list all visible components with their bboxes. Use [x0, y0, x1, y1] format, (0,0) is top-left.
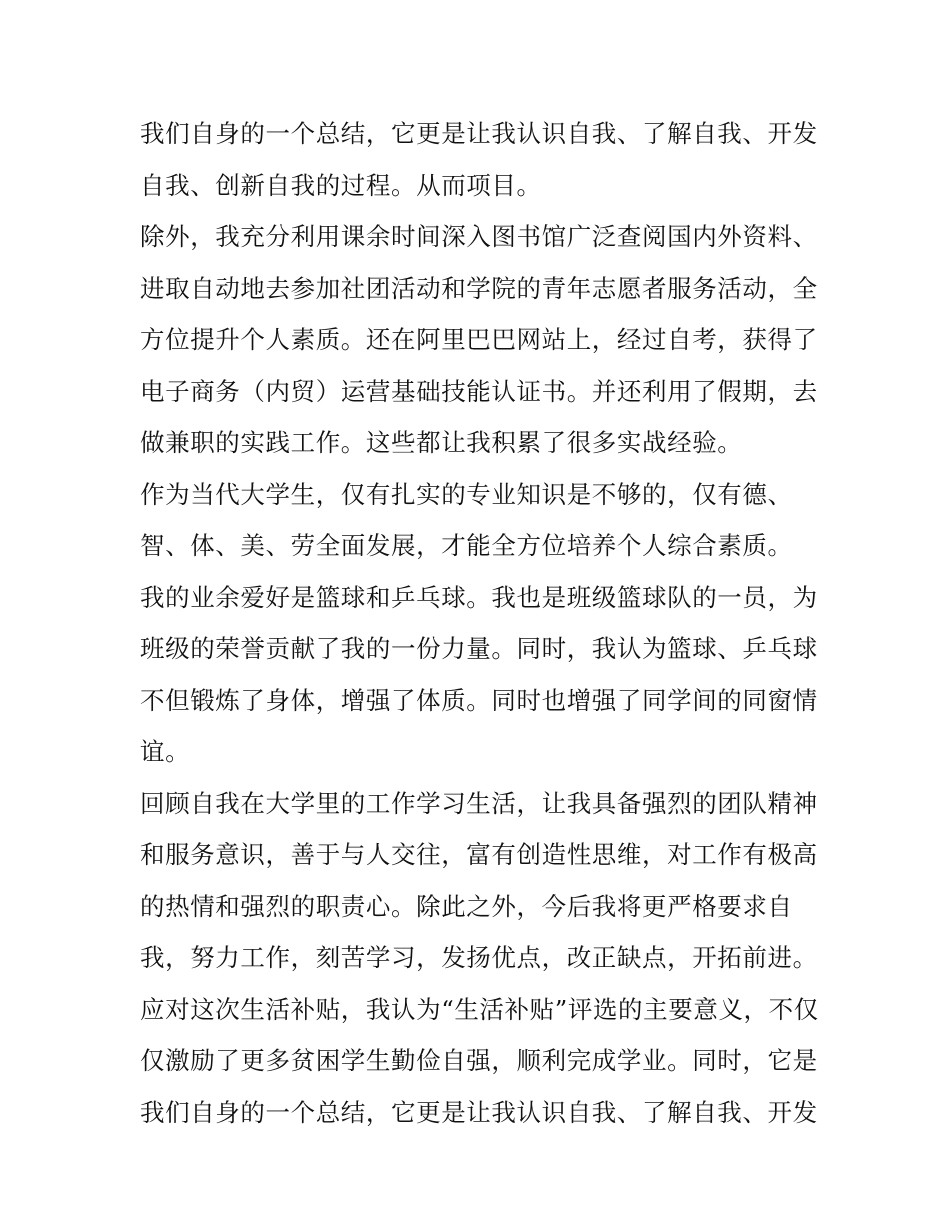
document-body [140, 108, 820, 1138]
text-line: 电子商务（内贸）运营基础技能认证书。并还利用了假期，去 [140, 376, 818, 406]
text-line: 进取自动地去参加社团活动和学院的青年志愿者服务活动，全 [140, 273, 818, 303]
text-line: 方位提升个人素质。还在阿里巴巴网站上，经过自考，获得了 [140, 325, 818, 354]
text-line: 谊。 [140, 737, 191, 766]
text-line: 我的业余爱好是篮球和乒乓球。我也是班级篮球队的一员，为 [140, 582, 818, 612]
text-line: 仅激励了更多贫困学生勤俭自强，顺利完成学业。同时，它是 [140, 1046, 818, 1075]
text-line: 回顾自我在大学里的工作学习生活，让我具备强烈的团队精神 [140, 788, 818, 818]
text-line: 的热情和强烈的职责心。除此之外，今后我将更严格要求自 [140, 891, 793, 921]
text-line: 作为当代大学生，仅有扎实的专业知识是不够的，仅有德、 [140, 479, 793, 509]
text-line: 做兼职的实践工作。这些都让我积累了很多实战经验。 [140, 428, 743, 457]
text-line: 和服务意识，善于与人交往，富有创造性思维，对工作有极高 [140, 840, 818, 869]
text-line: 自我、创新自我的过程。从而项目。 [140, 170, 542, 200]
text-line: 我，努力工作，刻苦学习，发扬优点，改正缺点，开拓前进。 [140, 943, 818, 972]
text-line: 班级的荣誉贡献了我的一份力量。同时，我认为篮球、乒乓球 [140, 634, 818, 663]
text-line: 除外，我充分利用课余时间深入图书馆广泛查阅国内外资料、 [140, 222, 818, 251]
text-line: 我们自身的一个总结，它更是让我认识自我、了解自我、开发 [140, 1097, 818, 1127]
text-line: 不但锻炼了身体，增强了体质。同时也增强了同学间的同窗情 [140, 685, 818, 715]
text-line: 我们自身的一个总结，它更是让我认识自我、了解自我、开发 [140, 119, 818, 148]
text-line: 应对这次生活补贴，我认为“生活补贴”评选的主要意义，不仅 [140, 994, 819, 1024]
text-line: 智、体、美、劳全面发展，才能全方位培养个人综合素质。 [140, 531, 793, 560]
